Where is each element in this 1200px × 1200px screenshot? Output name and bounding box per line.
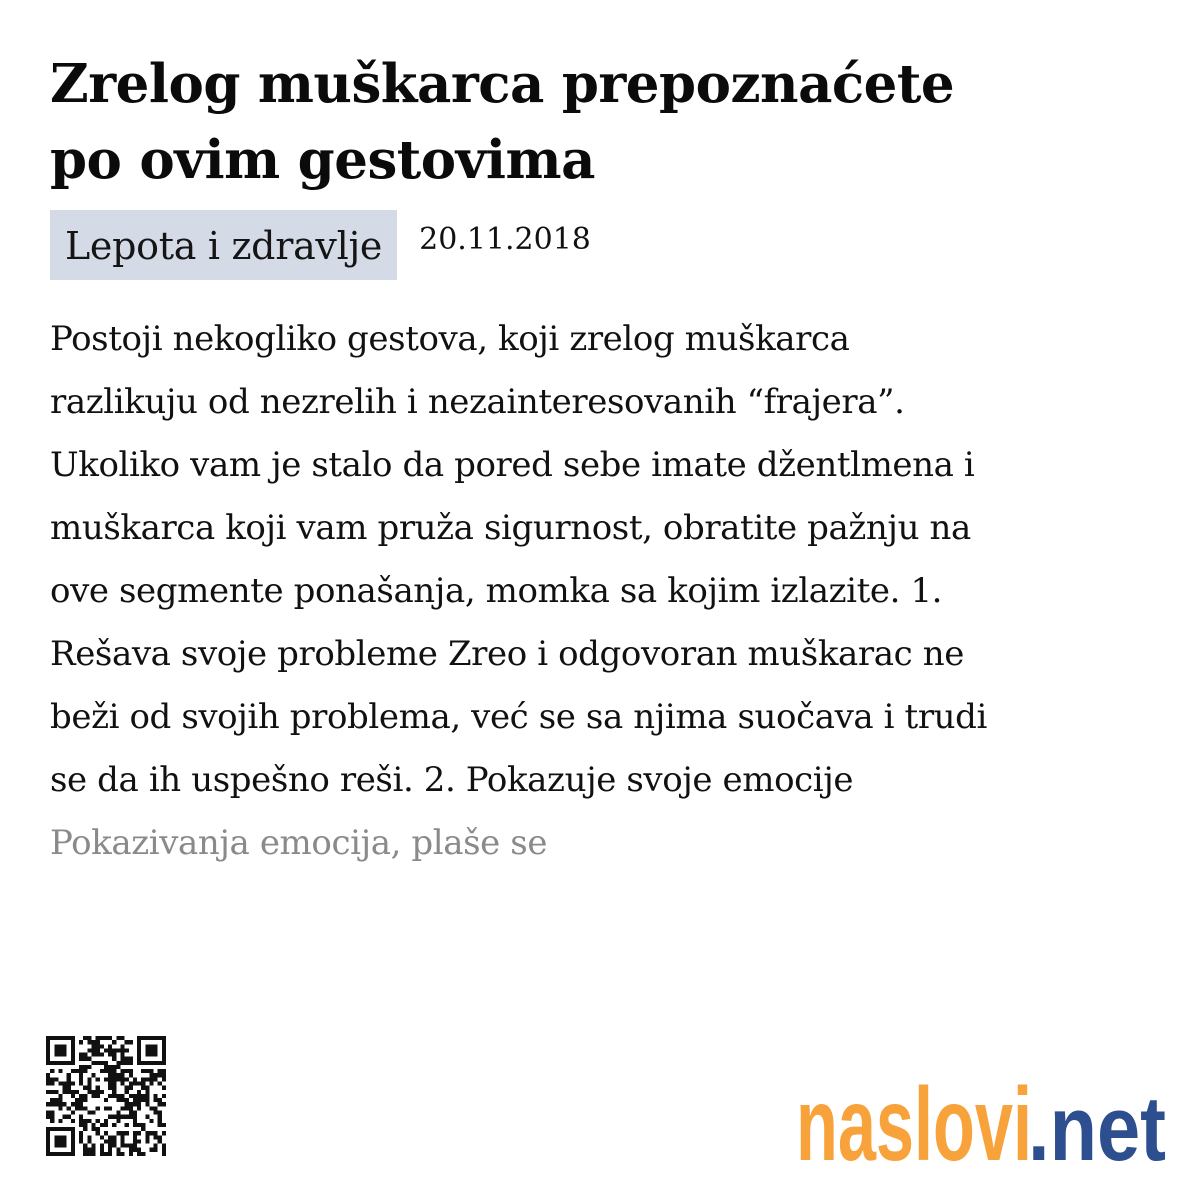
faded-body-line: Pokazivanja emocija, plaše se (50, 823, 548, 863)
article-title-line-1: Zrelog muškarca prepoznaćete (50, 53, 955, 115)
publish-date: 20.11.2018 (419, 222, 591, 257)
article-title-line-2: po ovim gestovima (50, 129, 595, 191)
article-title (50, 46, 1150, 198)
article-body (50, 308, 1150, 875)
body-line: ove segmente ponašanja, momka sa kojim izlazite. 1. (50, 571, 943, 611)
body-line: muškarca koji vam pruža sigurnost, obratite pažnju na (50, 508, 971, 548)
body-line: Ukoliko vam je stalo da pored sebe imate džentlmena i (50, 445, 975, 485)
body-line: razlikuju od nezrelih i nezainteresovanih “frajera”. (50, 382, 905, 422)
body-line: se da ih uspešno reši. 2. Pokazuje svoje emocije (50, 760, 854, 800)
body-line: beži od svojih problema, već se sa njima suočava i trudi (50, 697, 988, 737)
logo-text-naslovi: naslovi (796, 1067, 1032, 1172)
article (50, 46, 1150, 875)
body-line: Rešava svoje probleme Zreo i odgovoran muškarac ne (50, 634, 964, 674)
qr-code-icon[interactable] (46, 1036, 166, 1156)
body-line: Postoji nekogliko gestova, koji zrelog muškarca (50, 319, 850, 359)
logo-text-net: .net (1028, 1078, 1166, 1172)
naslovi-net-logo[interactable] (796, 1062, 1166, 1172)
article-meta (50, 210, 1150, 282)
category-tag[interactable]: Lepota i zdravlje (50, 210, 397, 280)
